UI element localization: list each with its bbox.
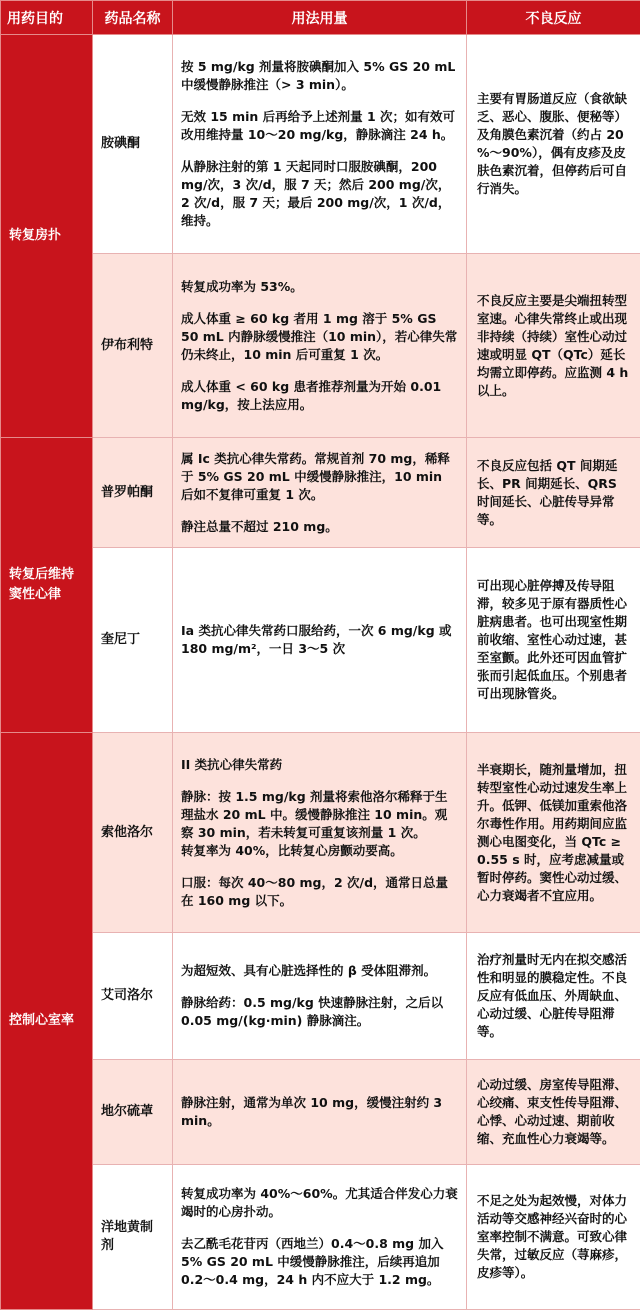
- usage-paragraph: 静注总量不超过 210 mg。: [181, 518, 338, 534]
- drug-name: 艾司洛尔: [93, 933, 173, 1060]
- table-row-esmolol: [1, 933, 640, 1060]
- usage-paragraph: II 类抗心律失常药: [181, 756, 283, 772]
- usage-paragraph: 静脉注射，通常为单次 10 mg，缓慢注射约 3 min。: [181, 1095, 443, 1128]
- effects-text: 不良反应主要是尖端扭转型室速。心律失常终止或出现非持续（持续）室性心动过速或明显 QT（QTc）延长均需立即停药。应监测 4 h 以上。: [477, 292, 629, 398]
- effects-text: 半衰期长，随剂量增加，扭转型室性心动过速发生率上升。低钾、低镁加重索他洛尔毒性作用。用药期间应监测心电图变化，当 QTc ≥ 0.55 s 时，应考虑减量或暂时停药。窦性心动过缓、心力衰竭者不宜应用。: [477, 761, 628, 903]
- usage-cell: [173, 733, 467, 933]
- usage-paragraph: 成人体重 < 60 kg 患者推荐剂量为开始 0.01 mg/kg，按上法应用。: [181, 378, 442, 412]
- usage-paragraph: 去乙酰毛花苷丙（西地兰）0.4～0.8 mg 加入 5% GS 20 mL 中缓慢静脉推注，后续再追加 0.2～0.4 mg，24 h 内不应大于 1.2 mg。: [181, 1236, 444, 1287]
- effects-text: 治疗剂量时无内在拟交感活性和明显的膜稳定性。不良反应有低血压、外周缺血、心动过缓、心脏传导阻滞等。: [477, 952, 628, 1039]
- usage-paragraph: 从静脉注射的第 1 天起同时口服胺碘酮，200 mg/次，3 次/d，服 7 天；然后 200 mg/次，2 次/d，服 7 天；最后 200 mg/次，1 次/d，维持。: [181, 159, 451, 228]
- usage-paragraph: 无效 15 min 后再给予上述剂量 1 次；如有效可改用维持量 10～20 mg/kg，静脉滴注 24 h。: [181, 109, 456, 142]
- drug-name: 奎尼丁: [93, 548, 173, 733]
- effects-text: 不良反应包括 QT 间期延长、PR 间期延长、QRS 时间延长、心脏传导异常等。: [477, 457, 618, 527]
- effects-cell: [467, 254, 640, 438]
- table-row-sotalol: [1, 733, 640, 933]
- effects-text: 主要有胃肠道反应（食欲缺乏、恶心、腹胀、便秘等）及角膜色素沉着（约占 20 %～90%），偶有皮疹及皮肤色素沉着，但停药后可自行消失。: [477, 91, 628, 196]
- effects-cell: [467, 35, 640, 254]
- effects-cell: [467, 438, 640, 548]
- purpose-cell-1: 转复房扑: [1, 35, 93, 438]
- usage-paragraph: 静脉：按 1.5 mg/kg 剂量将索他洛尔稀释于生理盐水 20 mL 中。缓慢静脉推注 10 min。观察 30 min，若未转复可重复该剂量 1 次。: [181, 788, 448, 840]
- drug-name: 洋地黄制剂: [93, 1165, 173, 1310]
- usage-cell: [173, 1165, 467, 1310]
- usage-paragraph: 静脉给药：0.5 mg/kg 快速静脉注射，之后以 0.05 mg/(kg·min) 静脉滴注。: [181, 995, 444, 1028]
- purpose-cell-2: 转复后维持窦性心律: [1, 438, 93, 733]
- usage-paragraph: 转复成功率为 40%～60%。尤其适合伴发心力衰竭时的心房扑动。: [181, 1186, 458, 1219]
- usage-cell: [173, 254, 467, 438]
- effects-cell: [467, 933, 640, 1060]
- usage-paragraph: 成人体重 ≥ 60 kg 者用 1 mg 溶于 5% GS 50 mL 内静脉缓慢推注（10 min），若心律失常仍未终止，10 min 后可重复 1 次。: [181, 310, 458, 362]
- drug-name: 普罗帕酮: [93, 438, 173, 548]
- effects-text: 心动过缓、房室传导阻滞、心绞痛、束支性传导阻滞、心悸、心动过速、期前收缩、充血性心力衰竭等。: [477, 1077, 628, 1146]
- usage-paragraph: 属 Ic 类抗心律失常药。常规首剂 70 mg，稀释于 5% GS 20 mL 中缓慢静脉推注，10 min 后如不复律可重复 1 次。: [181, 450, 450, 502]
- effects-text: 不足之处为起效慢，对体力活动等交感神经兴奋时的心室率控制不满意。可致心律失常，过敏反应（荨麻疹，皮疹等）。: [477, 1193, 628, 1280]
- table-row-quinidine: [1, 548, 640, 733]
- usage-paragraph: 口服：每次 40～80 mg，2 次/d，通常日总量在 160 mg 以下。: [181, 874, 449, 908]
- header-row: [1, 1, 640, 35]
- usage-paragraph: 为超短效、具有心脏选择性的 β 受体阻滞剂。: [181, 963, 437, 978]
- drug-name: 伊布利特: [93, 254, 173, 438]
- drug-name: 胺碘酮: [93, 35, 173, 254]
- table-row-digitalis: [1, 1165, 640, 1310]
- header-purpose: 用药目的: [1, 1, 93, 35]
- usage-paragraph: 按 5 mg/kg 剂量将胺碘酮加入 5% GS 20 mL 中缓慢静脉推注（> 3 min）。: [181, 59, 456, 92]
- header-drug: 药品名称: [93, 1, 173, 35]
- table-row-amiodarone: [1, 35, 640, 254]
- purpose-cell-3: 控制心室率: [1, 733, 93, 1310]
- usage-paragraph: Ia 类抗心律失常药口服给药，一次 6 mg/kg 或 180 mg/m²，一日 3～5 次: [181, 623, 452, 656]
- drug-name: 地尔硫䓬: [93, 1060, 173, 1165]
- usage-cell: [173, 933, 467, 1060]
- effects-cell: [467, 1060, 640, 1165]
- table-row-propafenone: [1, 438, 640, 548]
- usage-cell: [173, 1060, 467, 1165]
- effects-text: 可出现心脏停搏及传导阻滞，较多见于原有器质性心脏病患者。也可出现室性期前收缩、室性心动过速，甚至室颤。此外还可因血管扩张而引起低血压。个别患者可出现脉管炎。: [477, 578, 628, 701]
- table-row-diltiazem: [1, 1060, 640, 1165]
- table-row-ibutilide: [1, 254, 640, 438]
- usage-cell: [173, 438, 467, 548]
- drug-name: 索他洛尔: [93, 733, 173, 933]
- usage-paragraph: 转复成功率为 53%。: [181, 278, 303, 294]
- effects-cell: [467, 548, 640, 733]
- header-effects: 不良反应: [467, 1, 640, 35]
- usage-cell: [173, 35, 467, 254]
- usage-cell: [173, 548, 467, 733]
- header-usage: 用法用量: [173, 1, 467, 35]
- usage-paragraph: 转复率为 40%，比转复心房颤动要高。: [181, 842, 403, 858]
- effects-cell: [467, 1165, 640, 1310]
- effects-cell: [467, 733, 640, 933]
